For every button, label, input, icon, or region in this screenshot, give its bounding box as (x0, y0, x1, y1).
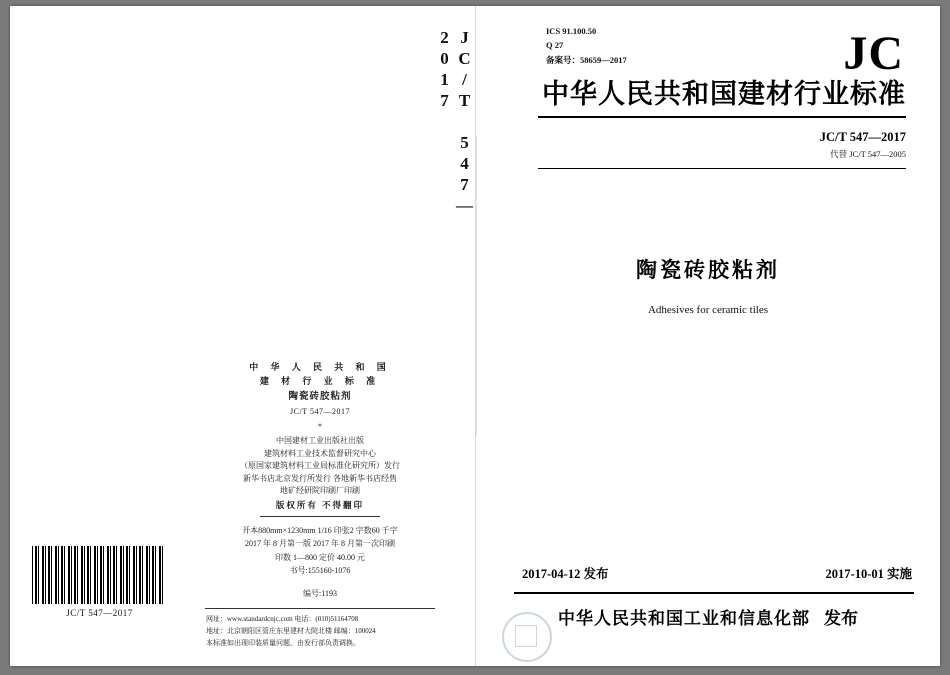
jc-logo: JC (843, 27, 904, 80)
ics-line: ICS 91.100.50 (546, 26, 597, 36)
imprint-publisher-1: 中国建材工业出版社出版 (276, 436, 364, 446)
ccs-line: Q 27 (546, 40, 564, 51)
back-cover (10, 6, 475, 666)
footer-rule (514, 592, 914, 594)
standard-code: JC/T 547—2017 (819, 130, 906, 144)
header-rule (538, 116, 906, 118)
imprint-line-2: 建 材 行 业 标 准 (259, 375, 381, 386)
imprint-footer-2: 地址：北京朝阳区管庄东里建材大院北楼 邮编：100024 (206, 627, 376, 636)
subheader-rule (538, 168, 906, 169)
imprint-copyright: 版权所有 不得翻印 (275, 500, 365, 511)
imprint-spec-3: 印数 1—800 定价 40.00 元 (275, 552, 365, 562)
imprint-publisher-4: 新华书店北京发行所发行 各地新华书店经售 (243, 473, 397, 483)
imprint-footer (200, 614, 440, 650)
imprint-publisher-2: 建筑材料工业技术监督研究中心 (264, 448, 376, 458)
ics-block (546, 24, 627, 67)
issuer-suffix: 发布 (824, 609, 858, 628)
imprint-dot: * (318, 421, 322, 431)
barcode-icon (32, 546, 164, 604)
imprint-spec-4: 书号:155160-1076 (289, 566, 351, 576)
barcode-block (32, 546, 167, 618)
imprint-footer-3: 本标准如出现印装质量问题，由发行部负责调换。 (206, 639, 360, 648)
imprint-publisher-5: 地矿经研院印刷厂印刷 (280, 485, 360, 495)
barcode-label: JC/T 547—2017 (66, 608, 133, 618)
imprint-footer-1: 网址：www.standardcnjc.com 电话：(010)51164708 (206, 615, 359, 624)
imprint-publisher-3: （原国家建筑材料工业局标准化研究所）发行 (240, 461, 400, 471)
imprint-doc-code: JC/T 547—2017 (290, 406, 350, 416)
imprint-spec-block (200, 524, 440, 578)
standard-series-title: 中华人民共和国建材行业标准 (542, 79, 906, 109)
imprint-block (200, 361, 440, 650)
imprint-code: 编号:1193 (303, 588, 337, 598)
spine-title: JC/T 547—2017 (435, 28, 474, 217)
implementation-date: 2017-10-01 实施 (825, 567, 912, 581)
imprint-spec-2: 2017 年 8 月第一版 2017 年 8 月第一次印刷 (245, 539, 395, 549)
publish-date: 2017-04-12 发布 (522, 567, 609, 581)
issuer-block (476, 604, 940, 629)
standard-replaces: 代替 JC/T 547—2005 (830, 149, 906, 159)
front-cover (476, 6, 940, 666)
imprint-doc-title: 陶瓷砖胶粘剂 (288, 391, 352, 402)
imprint-divider (260, 516, 380, 517)
imprint-line-1: 中 华 人 民 共 和 国 (249, 362, 391, 372)
record-number-line: 备案号：58659—2017 (546, 54, 627, 65)
issuer-name: 中华人民共和国工业和信息化部 (558, 609, 810, 628)
document-title-en: Adhesives for ceramic tiles (647, 304, 769, 316)
imprint-spec-1: 开本880mm×1230mm 1/16 印张2 字数60 千字 (242, 525, 398, 535)
imprint-footer-divider (205, 608, 435, 609)
document-title-cn: 陶瓷砖胶粘剂 (636, 258, 780, 282)
